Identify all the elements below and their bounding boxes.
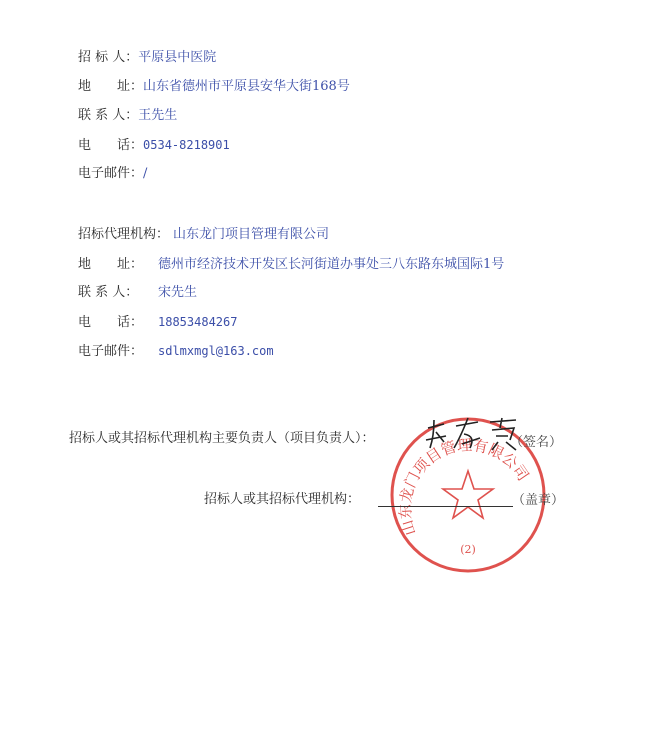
- agency-phone-label: 电 话：: [78, 315, 144, 330]
- agency-email-label: 电子邮件：: [78, 344, 144, 359]
- tenderer-phone-label: 电 话：: [78, 138, 144, 153]
- seal-arc-text: 山东龙门项目管理有限公司: [396, 436, 533, 538]
- tenderer-address-value: 山东省德州市平原县安华大街168号: [143, 79, 350, 94]
- seal-number: (2): [460, 543, 476, 556]
- agency-address-row: [78, 256, 504, 274]
- agency-contact-value: 宋先生: [158, 285, 198, 300]
- agency-phone-row: [78, 313, 237, 332]
- tenderer-email-row: [78, 165, 147, 183]
- agency-seal-label: 招标人或其招标代理机构：: [204, 492, 361, 507]
- tenderer-phone-value: 0534-8218901: [143, 138, 230, 152]
- tenderer-email-label: 电子邮件：: [78, 166, 144, 181]
- tenderer-contact-row: [78, 107, 177, 125]
- principal-signature-suffix: （签名）: [510, 435, 563, 450]
- agency-name-row: [78, 226, 329, 244]
- tenderer-name-row: [78, 49, 216, 67]
- tenderer-address-row: [78, 78, 350, 96]
- tenderer-name-label: 招 标 人：: [78, 50, 139, 65]
- agency-name-label: 招标代理机构：: [78, 227, 170, 242]
- tenderer-address-label: 地 址：: [78, 79, 144, 94]
- agency-phone-value: 18853484267: [158, 315, 238, 329]
- seal-star-icon: [443, 471, 493, 518]
- agency-seal-row: [204, 491, 360, 509]
- tenderer-phone-row: [78, 136, 230, 155]
- agency-address-value: 德州市经济技术开发区长河街道办事处三八东路东城国际1号: [158, 257, 505, 272]
- principal-signature-row: [69, 430, 375, 448]
- tenderer-contact-value: 王先生: [138, 108, 178, 123]
- agency-email-row: [78, 342, 274, 361]
- agency-name-value: 山东龙门项目管理有限公司: [173, 227, 330, 242]
- agency-address-label: 地 址：: [78, 257, 144, 272]
- agency-seal-suffix: （盖章）: [512, 493, 565, 508]
- tenderer-name-value: 平原县中医院: [138, 50, 217, 65]
- tenderer-contact-label: 联 系 人：: [78, 108, 139, 123]
- tenderer-email-value: /: [143, 166, 148, 181]
- agency-contact-label: 联 系 人：: [78, 285, 139, 300]
- agency-email-value: sdlmxmgl@163.com: [158, 344, 274, 358]
- seal-signature-line: [378, 506, 513, 507]
- agency-contact-row: [78, 284, 197, 302]
- principal-signature-label: 招标人或其招标代理机构主要负责人（项目负责人）：: [69, 431, 375, 446]
